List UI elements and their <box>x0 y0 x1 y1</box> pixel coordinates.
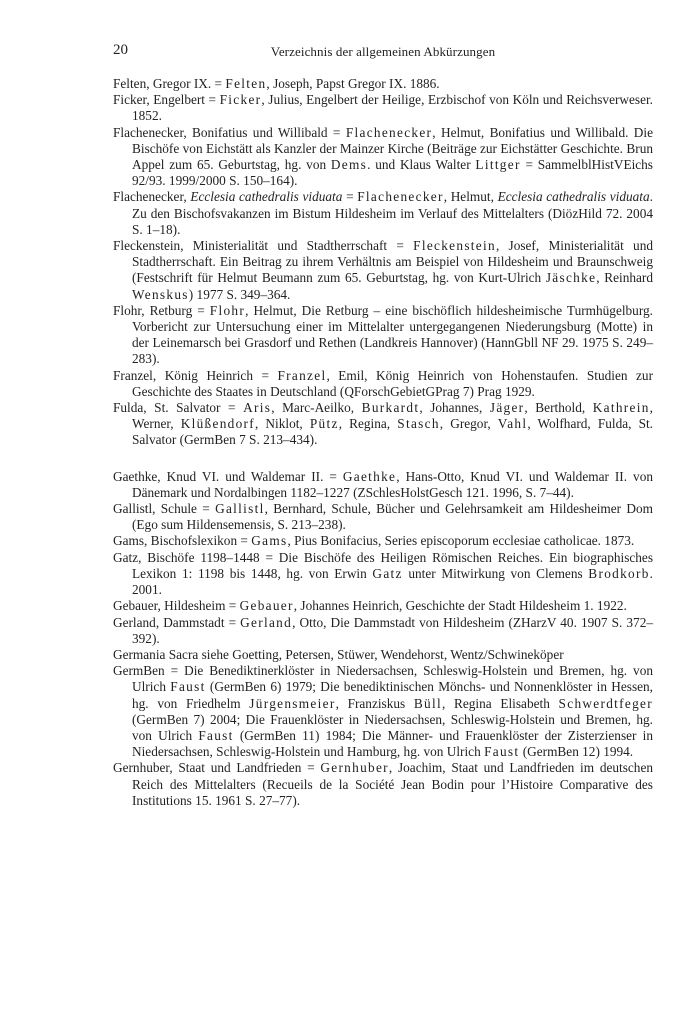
entry-text: Flachenecker, <box>113 189 191 205</box>
bibliography-entry <box>113 501 653 533</box>
author-name: Pütz <box>309 416 339 432</box>
bibliography-entry <box>113 615 653 647</box>
author-name: Gallistl <box>215 501 265 517</box>
author-name: Aris <box>243 400 272 416</box>
author-name: Gams <box>251 533 288 549</box>
entry-text: , Hans-Otto, Knud VI. und Waldemar II. von Dänemark und Nordalbingen 1182–1227 (ZSchlesHolstGesch 121. 1996, S. 7–44). <box>132 468 653 500</box>
entry-text: , Otto, Die Dammstadt von Hildesheim (ZHarzV 40. 1907 S. 372–392). <box>132 614 653 646</box>
entry-text: , Franziskus <box>335 695 414 711</box>
entry-text: Fleckenstein, Ministerialität und Stadtherrschaft = <box>113 238 414 254</box>
entry-text: Gatz, Bischöfe 1198–1448 = Die Bischöfe des Heiligen Römischen Reiches. Ein biographisches Lexikon 1: 1198 bis 1448, hg. von Erwin <box>113 549 653 581</box>
entry-text: Gaethke, Knud VI. und Waldemar II. = <box>113 468 343 484</box>
entry-text: , Joachim, Staat und Landfrieden im deutschen Reich des Mittelalters (Recueils de la Société Jean Bodin pour l’Histoire Comparative des Institutions 15. 1961 S. 27–77). <box>132 760 653 808</box>
entry-text: Flachenecker, Bonifatius und Willibald = <box>113 124 346 140</box>
author-name: Jäschke <box>545 270 597 286</box>
italic-title: Ecclesia cathedralis viduata <box>497 189 650 205</box>
bibliography-entry <box>113 189 653 238</box>
entry-text: , Helmut, <box>443 189 498 205</box>
author-name: Gerland <box>240 614 293 630</box>
author-name: Gatz <box>372 565 403 581</box>
author-name: Faust <box>198 727 234 743</box>
section-gap <box>113 449 653 469</box>
entry-text: , Bernhard, Schule, Bücher und Gelehrsamkeit am Hildesheimer Dom (Ego sum Hildensemensis, S. 213–238). <box>132 501 653 533</box>
entry-text: , Berthold, <box>524 400 593 416</box>
entry-text: , Niklot, <box>255 416 310 432</box>
author-name: Fleckenstein <box>413 238 496 254</box>
entry-text: , Regina Elisabeth <box>442 695 559 711</box>
bibliography-entry <box>113 469 653 501</box>
page-number: 20 <box>113 42 128 58</box>
entry-text: . und Klaus Walter <box>367 157 476 173</box>
author-name: Gebauer <box>239 598 294 614</box>
bibliography-entry <box>113 76 653 92</box>
entry-text: Ficker, Engelbert = <box>113 92 220 108</box>
entry-text: GermBen = Die Benediktinerklöster in Niedersachsen, Schleswig-Holstein und Bremen, hg. von Ulrich <box>113 663 653 695</box>
entry-text: , Wolfhard, Fulda, St. Salvator (GermBen 7 S. 213–434). <box>132 416 654 448</box>
entry-text: , Marc-Aeilko, <box>271 400 362 416</box>
author-name: Brodkorb <box>588 565 650 581</box>
entry-text: Gallistl, Schule = <box>113 501 216 517</box>
entry-text: , Joseph, Papst Gregor IX. 1886. <box>266 76 440 91</box>
entry-text: = <box>342 189 358 205</box>
bibliography-entry <box>113 760 653 809</box>
bibliography-entry <box>113 647 653 663</box>
entry-text: , Johannes, <box>419 400 490 416</box>
entry-text: , Josef, Ministerialität und Stadtherrschaft. Ein Beitrag zu ihrem Verhältnis am Beispiel von Hildesheim und Braunschweig (Festschrift für Helmut Beumann zum 65. Geburtstag, hg. von Kurt-Ulrich <box>132 238 653 286</box>
italic-title: Ecclesia cathedralis viduata <box>190 189 343 205</box>
entry-text: , Gregor, <box>439 416 498 432</box>
author-name: Stasch <box>397 416 440 432</box>
bibliography-entry <box>113 125 653 190</box>
entry-text: (GermBen 11) 1984; Die Männer- und Frauenklöster der Zisterzienser in Niedersachsen, Schleswig-Holstein und Hamburg, hg. von Ulrich <box>132 727 653 760</box>
author-name: Jäger <box>489 400 525 416</box>
bibliography-entry <box>113 303 653 368</box>
bibliography-entry <box>113 368 653 400</box>
entry-text: , Helmut, Bonifatius und Willibald. Die Bischöfe von Eichstätt als Kanzler der Mainzer Kirche (Beiträge zur Eichstätter Geschichte. Brun Appel zum 65. Geburtstag, hg. von <box>132 124 653 173</box>
running-title: Verzeichnis der allgemeinen Abkürzungen <box>270 44 496 59</box>
entry-text: unter Mitwirkung von Clemens <box>402 565 589 581</box>
entry-text: , Johannes Heinrich, Geschichte der Stadt Hildesheim 1. 1922. <box>293 598 627 614</box>
entry-text: Felten, Gregor IX. = <box>113 76 226 91</box>
entry-text: Flohr, Retburg = <box>113 302 210 318</box>
bibliography-entry <box>113 238 653 303</box>
author-name: Burkardt <box>361 400 420 416</box>
bibliography-entry <box>113 663 653 760</box>
author-name: Dems <box>330 157 368 173</box>
entry-text: = SammelblHistVEichs 92/93. 1999/2000 S. 150–164). <box>132 157 653 189</box>
author-name: Jürgensmeier <box>249 695 336 711</box>
entry-text: Fulda, St. Salvator = <box>113 400 244 416</box>
entry-text: , Helmut, Die Retburg – eine bischöflich hildesheimische Turmhügelburg. Vorbericht zur Untersuchung einer im Mittelalter untergegangenen Niederungsburg (Motte) in der Leinemarsch bei Grasdorf und Rethen (Landkreis Hannover) (HannGbll NF 29. 1975 S. 249–283). <box>132 302 653 367</box>
author-name: Büll <box>413 695 442 711</box>
bibliography-entry <box>113 533 653 549</box>
bibliography-list <box>113 76 653 809</box>
author-name: Kathrein <box>592 400 650 416</box>
entry-text: Gernhuber, Staat und Landfrieden = <box>113 760 321 776</box>
author-name: Littger <box>475 157 521 173</box>
page-header <box>113 42 653 62</box>
author-name: Faust <box>484 744 520 760</box>
author-name: Klüßendorf <box>180 416 255 432</box>
bibliography-entry <box>113 598 653 614</box>
entry-text: (GermBen 12) 1994. <box>519 744 634 760</box>
author-name: Flohr <box>209 302 246 318</box>
entry-text: , Julius, Engelbert der Heilige, Erzbischof von Köln und Reichsverweser. 1852. <box>132 92 654 124</box>
entry-text: , Reinhard <box>596 270 653 286</box>
entry-text: Gerland, Dammstadt = <box>113 614 241 630</box>
entry-text: , Emil, König Heinrich von Hohenstaufen. Studien zur Geschichte des Staates in Deutschland (QForschGebietGPrag 7) Prag 1929. <box>132 367 653 399</box>
entry-text: Franzel, König Heinrich = <box>113 367 278 383</box>
entry-text: (GermBen 7) 2004; Die Frauenklöster in Niedersachsen, Schleswig-Holstein und Bremen, hg. von Ulrich <box>132 711 653 743</box>
author-name: Gernhuber <box>320 760 389 776</box>
bibliography-entry <box>113 92 653 124</box>
author-name: Gaethke <box>342 468 397 484</box>
entry-text: . Zu den Bischofsvakanzen im Bistum Hildesheim im Verlauf des Mittelalters (DiözHild 72. 2004 S. 1–18). <box>132 189 653 237</box>
entry-text: Gams, Bischofslexikon = <box>113 533 252 549</box>
author-name: Vahl <box>497 416 528 432</box>
entry-text: (GermBen 6) 1979; Die benediktinischen Mönchs- und Nonnenklöster in Hessen, hg. von Friedhelm <box>132 679 653 711</box>
bibliography-entry <box>113 550 653 599</box>
author-name: Ficker <box>219 92 262 108</box>
entry-text: ) 1977 S. 349–364. <box>188 286 291 302</box>
author-name: Schwerdtfeger <box>558 695 653 711</box>
author-name: Flachenecker <box>345 124 433 140</box>
entry-text: . 2001. <box>132 565 653 598</box>
author-name: Franzel <box>277 367 327 383</box>
entry-text: , Pius Bonifacius, Series episcoporum ecclesiae catholicae. 1873. <box>287 533 635 549</box>
bibliography-entry <box>113 400 653 449</box>
author-name: Flachenecker <box>357 189 444 205</box>
author-name: Faust <box>170 679 206 695</box>
author-name: Felten <box>225 76 267 91</box>
author-name: Wenskus <box>132 286 189 302</box>
entry-text: , Regina, <box>338 416 398 432</box>
entry-text: , Werner, <box>132 400 653 432</box>
entry-text: Gebauer, Hildesheim = <box>113 598 240 614</box>
entry-text: Germania Sacra siehe Goetting, Petersen, Stüwer, Wendehorst, Wentz/Schwineköper <box>113 646 564 662</box>
